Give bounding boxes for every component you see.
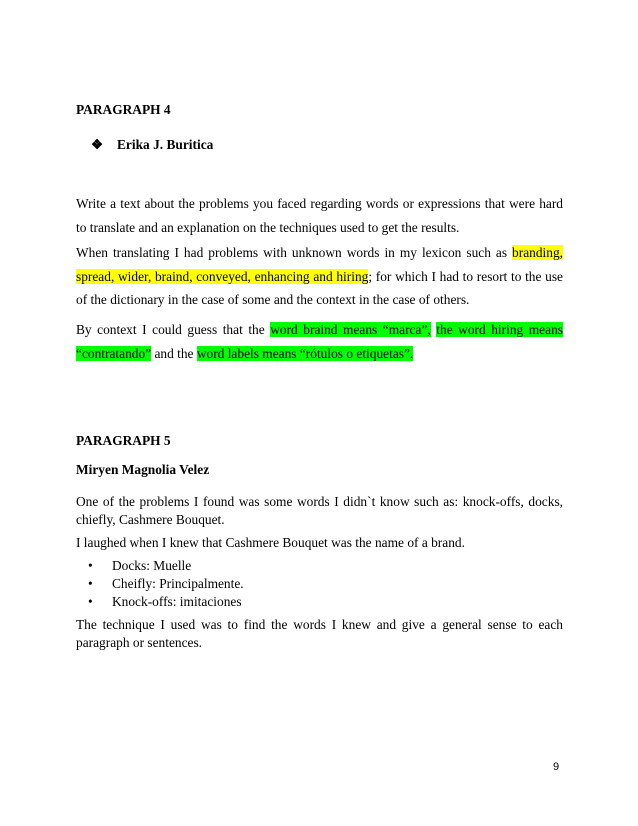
list-item-text: Knock-offs: imitaciones [112,594,242,609]
highlight-labels: word labels means “rótulos o etiquetas”. [196,345,414,361]
author-name: Erika J. Buritica [117,137,214,152]
page-number: 9 [553,761,560,773]
paragraph-4-author [91,133,491,157]
context-text-start: By context I could guess that the [76,322,271,337]
list-item-text: Cheifly: Principalmente. [112,576,244,591]
bullet-dot-icon: • [88,576,93,591]
paragraph-4-heading: PARAGRAPH 4 [76,102,171,117]
highlight-hiring: the word hiring means “contratando” [76,322,563,361]
paragraph-5-laugh: I laughed when I knew that Cashmere Bouquet was the name of a brand. [76,535,465,550]
highlighted-word-list: branding, spread, wider, braind, conveyed, enhancing and hiring [76,245,563,284]
paragraph-5-intro: One of the problems I found was some words I didn`t know such as: knock-offs, docks, chiefly, Cashmere Bouquet. [76,494,563,527]
paragraph-4-prompt: Write a text about the problems you faced regarding words or expressions that were hard to translate and an explanation on the techniques used to get the results. [76,196,563,235]
bullet-dot-icon: • [88,594,93,609]
problems-text-end: ; for which I had to resort to the use of the dictionary in the case of some and the context in the case of others. [76,268,563,307]
paragraph-4-problems [76,241,563,312]
highlight-braind: word braind means “marca”, [270,322,431,337]
paragraph-4-context [76,318,563,365]
list-item [88,593,242,611]
problems-text-start: When translating I had problems with unknown words in my lexicon such as [76,245,513,260]
list-item [88,557,191,575]
list-item [88,575,244,593]
list-item-text: Docks: Muelle [112,558,192,573]
paragraph-5-technique: The technique I used was to find the words I knew and give a general sense to each paragraph or sentences. [76,617,563,650]
paragraph-5-author: Miryen Magnolia Velez [76,462,210,477]
context-text-middle: and the [151,345,197,361]
bullet-dot-icon: • [88,558,93,573]
paragraph-5-heading: PARAGRAPH 5 [76,433,171,448]
diamond-bullet-icon: ❖ [91,137,104,152]
